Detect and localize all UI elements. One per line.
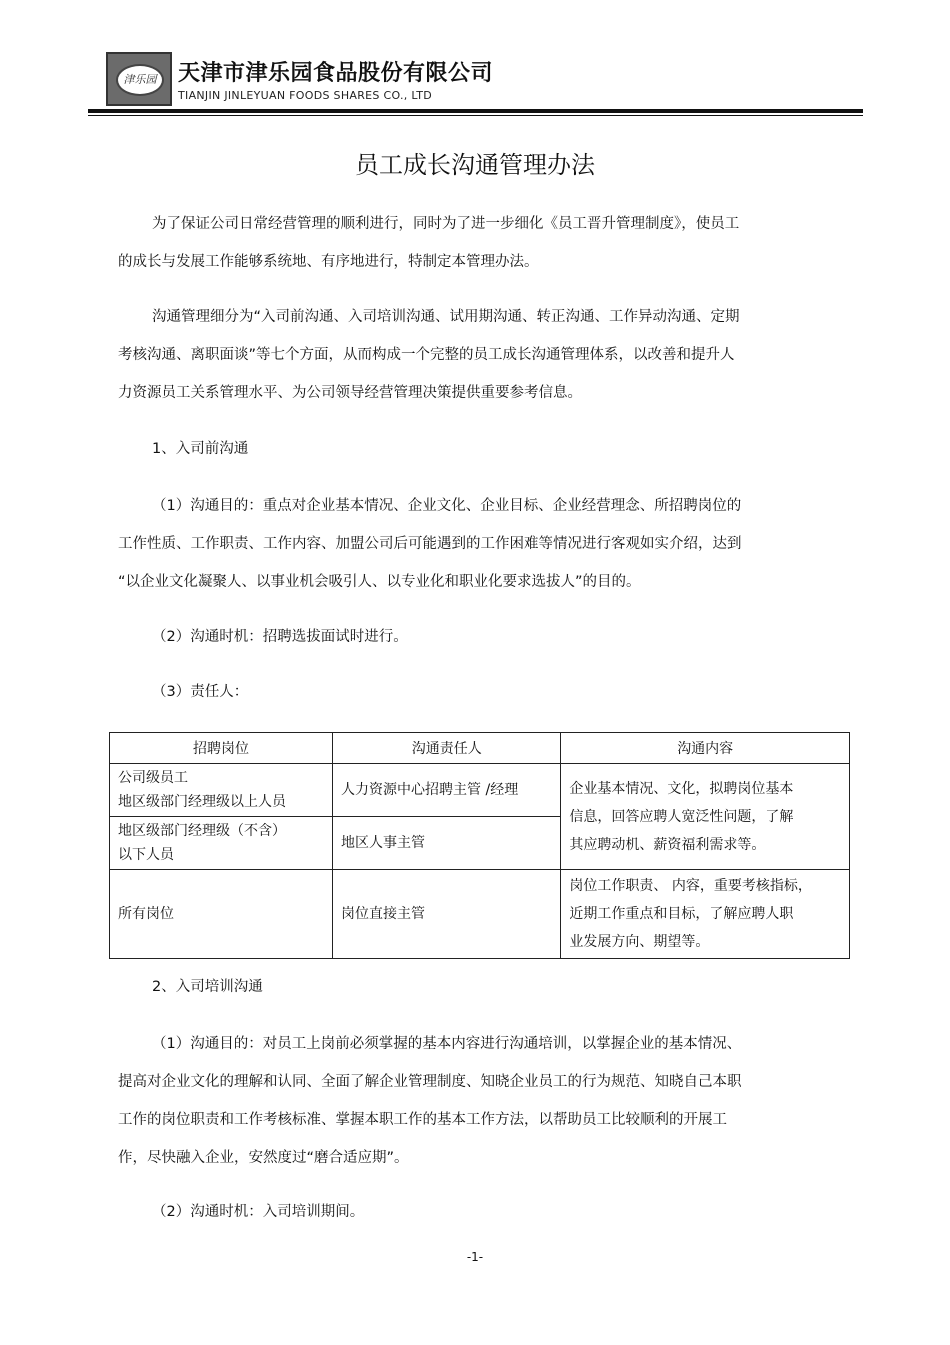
table-cell-content <box>561 764 850 870</box>
text-line: 力资源员工关系管理水平、为公司领导经营管理决策提供重要参考信息。 <box>118 385 582 401</box>
header-rule-thick <box>88 109 863 113</box>
logo-mark: 津乐园 <box>116 64 164 96</box>
cell-text: 公司级员工 <box>118 770 188 786</box>
section-heading: 1、入司前沟通 <box>152 441 249 457</box>
table-cell-person: 人力资源中心招聘主管 /经理 <box>333 764 561 817</box>
section-1-heading <box>118 430 768 468</box>
company-name-en: TIANJIN JINLEYUAN FOODS SHARES CO., LTD <box>178 89 433 102</box>
table-cell-position: 所有岗位 <box>110 870 333 959</box>
text-line: （2）沟通时机：入司培训期间。 <box>152 1204 365 1220</box>
cell-text: 以下人员 <box>118 847 174 863</box>
text-line: 工作的岗位职责和工作考核标准、掌握本职工作的基本工作方法，以帮助员工比较顺利的开展工 <box>118 1112 727 1128</box>
company-name-block <box>178 56 493 102</box>
section-1-responsible <box>118 673 768 711</box>
text-line: 作，尽快融入企业，安然度过“磨合适应期”。 <box>118 1150 409 1166</box>
cell-text: 岗位工作职责、 内容，重要考核指标， <box>569 878 812 894</box>
cell-text: 其应聘动机、薪资福利需求等。 <box>569 836 766 853</box>
text-line: 为了保证公司日常经营管理的顺利进行，同时为了进一步细化《员工晋升管理制度》，使员工 <box>152 216 740 232</box>
text-line: （2）沟通时机：招聘选拔面试时进行。 <box>152 629 408 645</box>
table-header-row <box>110 733 850 764</box>
table-header-cell: 沟通内容 <box>561 733 850 764</box>
text-line: 的成长与发展工作能够系统地、有序地进行，特制定本管理办法。 <box>118 254 539 270</box>
cell-text: 企业基本情况、文化，拟聘岗位基本 <box>569 780 794 797</box>
text-line: （3）责任人： <box>152 684 249 700</box>
intro-paragraph-2 <box>118 298 768 412</box>
text-line: （1）沟通目的：重点对企业基本情况、企业文化、企业目标、企业经营理念、所招聘岗位的 <box>152 498 742 514</box>
section-2-timing <box>118 1193 768 1231</box>
responsibility-table <box>109 732 850 959</box>
table-cell-person: 岗位直接主管 <box>333 870 561 959</box>
text-line: 考核沟通、离职面谈”等七个方面，从而构成一个完整的员工成长沟通管理体系，以改善和提升人 <box>118 347 735 363</box>
table-row <box>110 870 850 959</box>
text-line: 提高对企业文化的理解和认同、全面了解企业管理制度、知晓企业员工的行为规范、知晓自己本职 <box>118 1074 742 1090</box>
text-line: （1）沟通目的：对员工上岗前必须掌握的基本内容进行沟通培训，以掌握企业的基本情况、 <box>152 1036 742 1052</box>
page-number: -1- <box>466 1250 484 1264</box>
header-rule-thin <box>88 115 863 116</box>
section-1-purpose <box>118 487 768 601</box>
page-header <box>106 48 866 118</box>
text-line: 工作性质、工作职责、工作内容、加盟公司后可能遇到的工作困难等情况进行客观如实介绍，达到 <box>118 536 742 552</box>
text-line: “以企业文化凝聚人、以事业机会吸引人、以专业化和职业化要求选拔人”的目的。 <box>118 574 641 590</box>
section-heading: 2、入司培训沟通 <box>152 979 263 995</box>
cell-text: 信息，回答应聘人宽泛性问题，了解 <box>569 808 794 825</box>
cell-text: 近期工作重点和目标，了解应聘人职 <box>569 906 794 922</box>
table-cell-position <box>110 764 333 817</box>
table-row <box>110 764 850 817</box>
company-name-cn: 天津市津乐园食品股份有限公司 <box>178 61 494 86</box>
document-title: 员工成长沟通管理办法 <box>355 151 595 179</box>
section-1-timing <box>118 618 768 656</box>
cell-text: 地区级部门经理级以上人员 <box>118 794 286 810</box>
table-header-cell: 招聘岗位 <box>110 733 333 764</box>
intro-paragraph-1 <box>118 205 768 281</box>
cell-text: 地区级部门经理级（不含） <box>118 823 286 839</box>
text-line: 沟通管理细分为“入司前沟通、入司培训沟通、试用期沟通、转正沟通、工作异动沟通、定期 <box>152 309 740 325</box>
table-header-cell: 沟通责任人 <box>333 733 561 764</box>
company-logo <box>106 52 172 106</box>
table-cell-position <box>110 817 333 870</box>
table-cell-content <box>561 870 850 959</box>
table-cell-person: 地区人事主管 <box>333 817 561 870</box>
section-2-purpose <box>118 1025 768 1177</box>
section-2-heading <box>118 968 768 1006</box>
cell-text: 业发展方向、期望等。 <box>569 934 710 950</box>
